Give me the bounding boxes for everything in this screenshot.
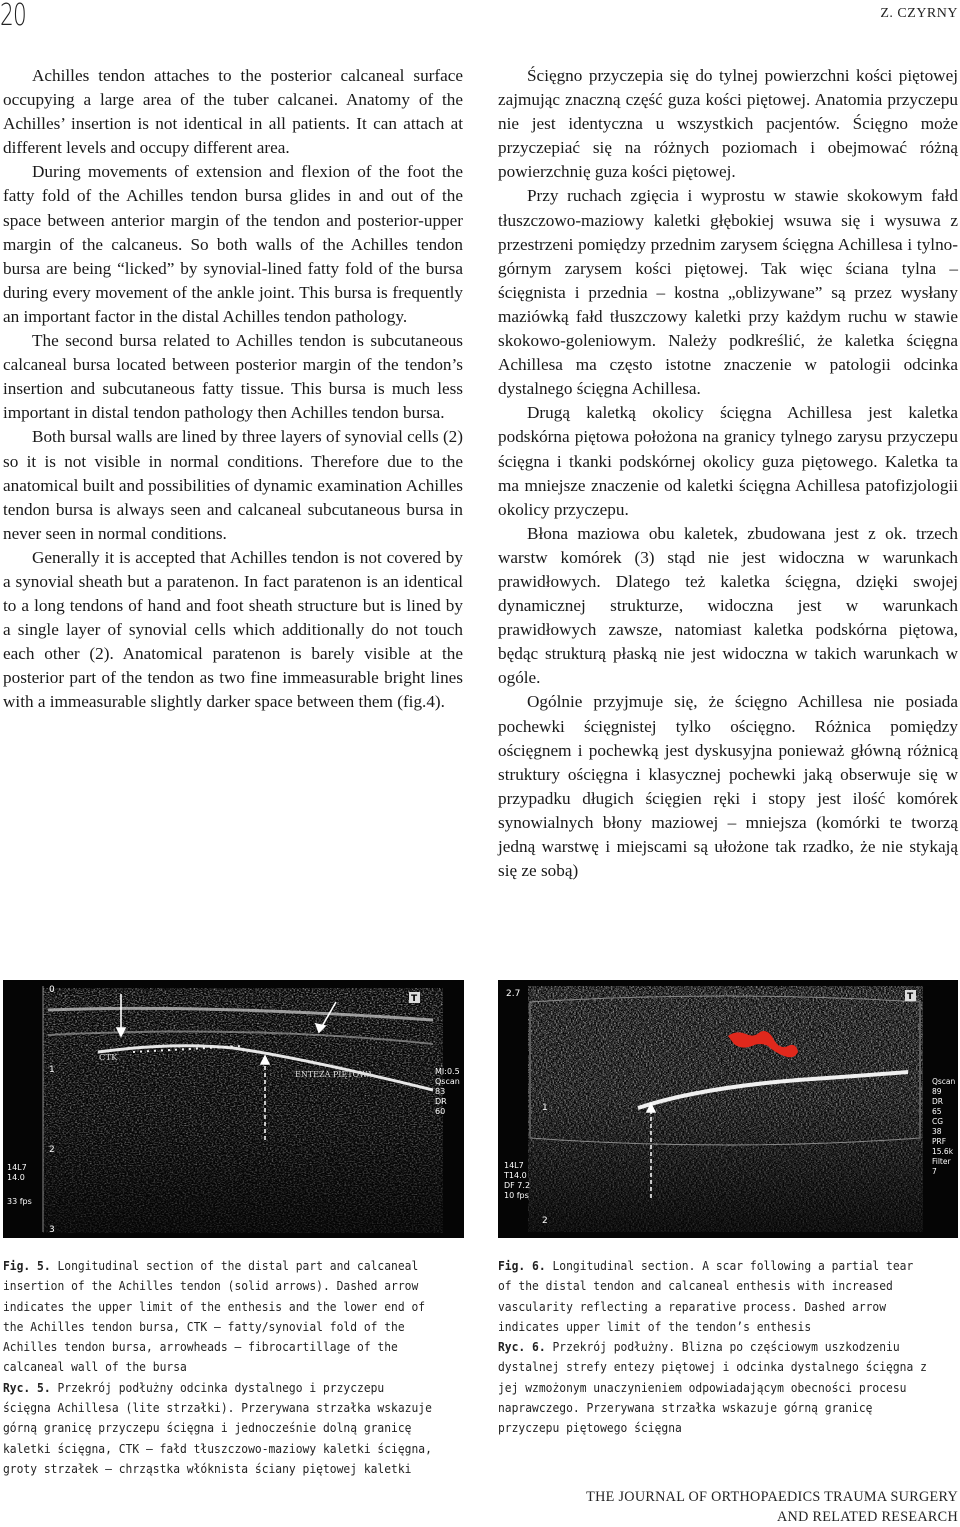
- paragraph: The second bursa related to Achilles tendon is subcutaneous calcaneal bursa located between posterior margin of the tendon’s insertion and subcutaneous fatty tissue. This bursa is much less important in distal tendon pathology then Achilles tendon bursa.: [3, 329, 463, 425]
- figure-6-doppler-ultrasound: [498, 980, 958, 1238]
- svg-text:DR: DR: [932, 1097, 943, 1106]
- page-number: 20: [0, 0, 29, 33]
- svg-text:1: 1: [542, 1103, 548, 1113]
- svg-text:89: 89: [932, 1087, 942, 1096]
- caption-label: Ryc. 5.: [3, 1381, 51, 1395]
- svg-text:Filter: Filter: [932, 1157, 951, 1166]
- figure-6-caption: [498, 1256, 930, 1439]
- svg-text:CG: CG: [932, 1117, 943, 1126]
- svg-text:7: 7: [932, 1167, 937, 1176]
- running-head: Z. CZYRNY: [880, 6, 958, 22]
- figure-5-ultrasound: [3, 980, 464, 1238]
- journal-title-line-1: THE JOURNAL OF ORTHOPAEDICS TRAUMA SURGERY: [586, 1488, 958, 1508]
- caption-pl: [498, 1337, 930, 1438]
- svg-text:14.0: 14.0: [7, 1173, 25, 1182]
- paragraph: During movements of extension and flexion of the foot the fatty fold of the Achilles tendon bursa glides in and out of the space between anterior margin of the tendon and posterior-upper margin of the calcaneus. So both walls of the Achilles tendon bursa are being “licked” by synovial-lined fatty fold of the bursa during every movement of the ankle joint. This bursa is frequently an important factor in the distal Achilles tendon pathology.: [3, 160, 463, 329]
- svg-text:83: 83: [435, 1087, 445, 1096]
- svg-text:3: 3: [49, 1225, 55, 1235]
- caption-pl: [3, 1378, 435, 1479]
- svg-text:15.6k: 15.6k: [932, 1147, 954, 1156]
- svg-text:14L7: 14L7: [7, 1163, 27, 1172]
- svg-text:60: 60: [435, 1107, 445, 1116]
- svg-text:PRF: PRF: [932, 1137, 946, 1146]
- svg-text:14L7: 14L7: [504, 1161, 524, 1170]
- svg-text:MI:0.5: MI:0.5: [435, 1067, 460, 1076]
- svg-text:0: 0: [49, 985, 55, 995]
- svg-text:2: 2: [49, 1145, 55, 1155]
- t-marker: T: [411, 994, 418, 1004]
- svg-text:2.7: 2.7: [506, 989, 520, 999]
- paragraph: Generally it is accepted that Achilles tendon is not covered by a synovial sheath but a paratenon. In fact paratenon is an identical to a long tendons of hand and foot sheath structure but is lined by a single layer of synovial cells which additionally do not touch each other (2). Anatomical paratenon is barely visible at the posterior part of the tendon as two fine immeasurable bright lines with a immeasurable slightly darker space between them (fig.4).: [3, 546, 463, 715]
- svg-text:2: 2: [542, 1216, 548, 1226]
- caption-label: Ryc. 6.: [498, 1340, 546, 1354]
- t-marker: T: [907, 992, 914, 1002]
- caption-text: Przekrój podłużny. Blizna po częściowym uszkodzeniu dystalnej strefy entezy piętowej i odcinka dystalnego ścięgna z jej wzmożonym unaczynieniem odpowiadającym obecności procesu naprawczego. Przerywana strzałka wskazuje górną granicę przyczepu piętowego ścięgna: [498, 1340, 927, 1435]
- journal-footer: [586, 1488, 958, 1527]
- paragraph: Błona maziowa obu kaletek, zbudowana jest z ok. trzech warstw komórek (3) stąd nie jest widoczna w warunkach prawidłowych. Dlatego też kaletka ścięgna, dzięki swojej dynamicznej strukturze, widoczna jest w warunkach prawidłowych zawsze, natomiast kaletka podskórna piętowa, będąc strukturą płaską nie jest widoczna w takich warunkach w ogóle.: [498, 522, 958, 691]
- label-enthesis: ENTEZA PIĘTOWA: [295, 1070, 373, 1079]
- caption-en: [3, 1256, 435, 1378]
- english-text-column: [3, 64, 463, 715]
- caption-text: Przekrój podłużny odcinka dystalnego i przyczepu ścięgna Achillesa (lite strzałki). Przerywana strzałka wskazuje górną granicę przyczepu ścięgna i jednocześnie dolną granicę kaletki ścięgna, CTK – fałd tłuszczowo-maziowy kaletki ścięgna, groty strzałek – chrząstka włóknista ściany piętowej kaletki: [3, 1381, 432, 1476]
- svg-text:65: 65: [932, 1107, 942, 1116]
- svg-text:DF 7.2: DF 7.2: [504, 1181, 530, 1190]
- polish-text-column: [498, 64, 958, 883]
- svg-text:Qscan: Qscan: [435, 1077, 460, 1086]
- svg-text:38: 38: [932, 1127, 942, 1136]
- figure-5-caption: [3, 1256, 435, 1479]
- caption-label: Fig. 5.: [3, 1259, 51, 1273]
- paragraph: Przy ruchach zgięcia i wyprostu w stawie skokowym fałd tłuszczowo-maziowy kaletki głębokiej wsuwa się i wysuwa z przestrzeni pomiędzy przednim zarysem ścięgna Achillesa i tylno-górnym zarysem kości piętowej. Tak więc ściana tylna – ścięgnista i przednia – kostna „oblizywane” są przez wysłany maziówką fałd tłuszczowy kaletki przy każdym ruchu w stawie skokowo-goleniowym. Należy podkreślić, że kaletka ścięgna Achillesa ma często istotne znaczenie w patologii odcinka dystalnego ścięgna Achillesa.: [498, 184, 958, 401]
- svg-text:T14.0: T14.0: [503, 1171, 527, 1180]
- svg-text:33 fps: 33 fps: [7, 1197, 32, 1206]
- label-ctk: CTK: [99, 1053, 118, 1063]
- paragraph: Drugą kaletką okolicy ścięgna Achillesa jest kaletka podskórna piętowa położona na granicy tylnego zarysu przyczepu ścięgna i tkanki podskórnej okolicy guza piętowego. Kaletka ta ma mniejsze znaczenie od kaletki ścięgna Achillesa patofizjologii okolicy przyczepu.: [498, 401, 958, 521]
- svg-text:Qscan: Qscan: [932, 1077, 956, 1086]
- paragraph: Both bursal walls are lined by three layers of synovial cells (2) so it is not visible in normal conditions. Therefore due to the anatomical built and possibilities of dynamic examination Achilles tendon bursa is always seen and calcaneal subcutaneous bursa in never seen in normal conditions.: [3, 425, 463, 545]
- paragraph: Ścięgno przyczepia się do tylnej powierzchni kości piętowej zajmując znaczną część guza kości piętowej. Anatomia przyczepu nie jest identyczna u wszystkich pacjentów. Ścięgno może przyczepiać się na różnych poziomach i obejmować różną powierzchnię guza kości piętowej.: [498, 64, 958, 184]
- svg-text:10 fps: 10 fps: [504, 1191, 529, 1200]
- caption-text: Longitudinal section. A scar following a partial tear of the distal tendon and calcaneal enthesis with increased vascularity reflecting a reparative process. Dashed arrow indicates upper limit of the tendon’s enthesis: [498, 1259, 913, 1334]
- svg-text:DR: DR: [435, 1097, 447, 1106]
- paragraph: Ogólnie przyjmuje się, że ścięgno Achillesa nie posiada pochewki ścięgnistej tylko ościęgno. Różnica pomiędzy ościęgnem i pochewką jest dyskusyjna ponieważ główną różnicą struktury ościęgna i klasycznej pochewki jaką obserwuje się w przypadku długich ścięgien ręki i stopy jest ilość komórek synowialnych błony maziowej – mniejsza (komórki te tworzą jedną warstwę i miejscami są ułożone tak rzadko, że nie stykają się ze sobą): [498, 690, 958, 883]
- paragraph: Achilles tendon attaches to the posterior calcaneal surface occupying a large area of the tuber calcanei. Anatomy of the Achilles’ insertion is not identical in all patients. It can attach at different levels and occupy different area.: [3, 64, 463, 160]
- svg-text:1: 1: [49, 1065, 55, 1075]
- journal-title-line-2: AND RELATED RESEARCH: [586, 1508, 958, 1527]
- caption-text: Longitudinal section of the distal part and calcaneal insertion of the Achilles tendon (solid arrows). Dashed arrow indicates the upper limit of the enthesis and the lower end of the Achilles tendon bursa, CTK – fatty/synovial fold of the Achilles tendon bursa, arrowheads – fibrocartillage of the calcaneal wall of the bursa: [3, 1259, 425, 1374]
- caption-en: [498, 1256, 930, 1337]
- caption-label: Fig. 6.: [498, 1259, 546, 1273]
